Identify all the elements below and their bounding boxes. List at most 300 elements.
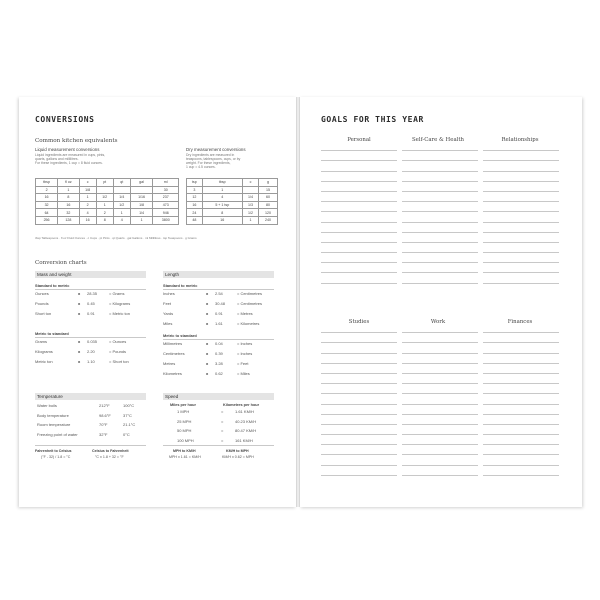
liquid-table-cell: 1/2	[96, 194, 113, 202]
liquid-table-cell: 8	[96, 216, 113, 224]
mass-sub-standard: Standard to metric	[35, 283, 70, 288]
factor: 28.35	[87, 291, 98, 296]
temperature-label: Room temperature	[37, 422, 71, 427]
equals-sign: =	[221, 437, 224, 443]
conversion-row	[163, 290, 274, 298]
goal-line[interactable]	[402, 192, 478, 202]
goal-line[interactable]	[483, 405, 559, 415]
liquid-table-header-cell: pt	[96, 179, 113, 187]
factor: 2.20	[87, 349, 95, 354]
goal-line[interactable]	[321, 466, 397, 476]
goal-line[interactable]	[321, 364, 397, 374]
goal-line[interactable]	[483, 435, 559, 445]
dry-heading: Dry measurement conversions	[186, 147, 246, 152]
speed-row	[163, 418, 274, 426]
goal-line[interactable]	[402, 151, 478, 161]
liquid-note-2: quarts, gallons and millilitres.	[35, 157, 79, 161]
celsius-value: 100°C	[123, 403, 135, 408]
temperature-label: Water boils	[37, 403, 57, 408]
conversion-row	[163, 360, 274, 368]
temperature-row	[35, 412, 146, 420]
goal-line[interactable]	[483, 455, 559, 465]
speed-row	[163, 427, 274, 435]
liquid-table-header-cell: ml	[153, 179, 179, 187]
unit-to: = Short ton	[109, 359, 129, 364]
goal-line[interactable]	[321, 212, 397, 222]
length-heading: Length	[163, 271, 274, 278]
goal-line[interactable]	[321, 161, 397, 171]
dry-note-3: weight. For these ingredients,	[186, 161, 231, 165]
goal-line[interactable]	[321, 182, 397, 192]
liquid-table-cell: 1/8	[130, 201, 153, 209]
goal-line[interactable]	[321, 333, 397, 343]
factor: 2.54	[215, 291, 223, 296]
conversion-row	[163, 310, 274, 318]
goal-line[interactable]	[321, 233, 397, 243]
goal-line[interactable]	[321, 151, 397, 161]
liquid-table-cell: 16	[58, 201, 80, 209]
goal-line[interactable]	[483, 273, 559, 283]
goal-lines-column	[321, 323, 397, 476]
goal-line[interactable]	[402, 273, 478, 283]
goal-line[interactable]	[402, 172, 478, 182]
goal-line[interactable]	[321, 425, 397, 435]
unit-from: Kilograms	[35, 349, 53, 354]
unit-to: = Feet	[237, 361, 249, 366]
goal-line[interactable]	[321, 192, 397, 202]
goal-line[interactable]	[483, 161, 559, 171]
length-sub-standard: Standard to metric	[163, 283, 198, 288]
liquid-table-cell: 30	[153, 186, 179, 194]
dry-table-cell: 120	[259, 209, 278, 217]
dry-note-1: Dry ingredients are measured in	[186, 153, 235, 157]
kmh-mph-label: KM/H to MPH	[226, 449, 249, 453]
unit-from: Grams	[35, 339, 47, 344]
temperature-row	[35, 431, 146, 439]
dry-table-cell: 5 + 1 tsp	[202, 201, 242, 209]
liquid-table-cell: 1	[79, 194, 96, 202]
unit-to: = Centimetres	[237, 291, 263, 296]
unit-from: Pounds	[35, 301, 49, 306]
dry-table-cell	[242, 186, 258, 194]
liquid-table-header-cell: qt	[113, 179, 130, 187]
goal-line[interactable]	[483, 263, 559, 273]
goal-line[interactable]	[483, 343, 559, 353]
goal-line[interactable]	[402, 343, 478, 353]
liquid-table-cell: 128	[58, 216, 80, 224]
celsius-value: 21.1°C	[123, 422, 136, 427]
goal-line[interactable]	[402, 233, 478, 243]
goal-line[interactable]	[402, 223, 478, 233]
liquid-table-cell: 237	[153, 194, 179, 202]
goal-line[interactable]	[402, 415, 478, 425]
liquid-table-cell: 1/8	[79, 186, 96, 194]
goal-line[interactable]	[483, 182, 559, 192]
operator: x	[206, 301, 209, 306]
liquid-table-cell: 1/4	[130, 209, 153, 217]
goal-line[interactable]	[402, 445, 478, 455]
goal-line[interactable]	[402, 323, 478, 333]
dry-table-row	[187, 201, 278, 209]
kmh-value: 1.61 KM/H	[235, 409, 254, 414]
dry-table-cell: 1/3	[242, 201, 258, 209]
mph-kmh-label: MPH to KM/H	[173, 449, 196, 453]
liquid-heading: Liquid measurement conversions	[35, 147, 100, 152]
goal-line[interactable]	[321, 323, 397, 333]
dry-table-cell: 1/2	[242, 209, 258, 217]
dry-table-header-row	[187, 179, 278, 187]
factor: 0.39	[215, 351, 223, 356]
liquid-table-header-cell: c	[79, 179, 96, 187]
conversion-row	[35, 338, 146, 346]
operator: x	[78, 291, 81, 296]
goal-line[interactable]	[402, 354, 478, 364]
goal-line[interactable]	[402, 212, 478, 222]
liquid-table-cell: 1	[58, 186, 80, 194]
conversion-row	[163, 340, 274, 348]
speed-row	[163, 408, 274, 416]
liquid-table-cell: 1	[96, 201, 113, 209]
goal-line[interactable]	[483, 233, 559, 243]
factor: 1.10	[87, 359, 95, 364]
fahrenheit-value: 98.6°F	[99, 412, 111, 418]
divider	[163, 445, 274, 446]
liquid-table-cell: 473	[153, 201, 179, 209]
goal-line[interactable]	[402, 141, 478, 151]
goal-line[interactable]	[402, 263, 478, 273]
equals-sign: =	[221, 418, 224, 424]
goal-line[interactable]	[483, 415, 559, 425]
operator: x	[206, 351, 209, 356]
goal-line[interactable]	[483, 466, 559, 476]
goal-line[interactable]	[402, 243, 478, 253]
goal-line[interactable]	[402, 374, 478, 384]
dry-table-header-cell: c	[242, 179, 258, 187]
liquid-table-cell: 2	[79, 201, 96, 209]
speed-heading: Speed	[163, 393, 274, 400]
operator: x	[206, 291, 209, 296]
unit-from: Ounces	[35, 291, 49, 296]
operator: x	[206, 371, 209, 376]
liquid-table-row	[36, 209, 179, 217]
operator: x	[78, 301, 81, 306]
factor: 0.035	[87, 339, 98, 344]
goal-line[interactable]	[483, 172, 559, 182]
goal-line[interactable]	[483, 323, 559, 333]
liquid-table-cell: 16	[79, 216, 96, 224]
mph-value: 25 MPH	[177, 418, 192, 424]
kmh-mph-formula: KM/H x 0.62 = MPH	[222, 455, 254, 459]
dry-table-cell: 15	[259, 186, 278, 194]
fahrenheit-value: 70°F	[99, 422, 108, 427]
goal-line[interactable]	[402, 364, 478, 374]
mph-kmh-formula: MPH x 1.61 = KM/H	[169, 455, 201, 459]
operator: x	[206, 311, 209, 316]
unit-from: Short ton	[35, 311, 52, 316]
kitchen-heading: Common kitchen equivalents	[35, 138, 118, 144]
goal-line[interactable]	[402, 202, 478, 212]
temperature-row	[35, 402, 146, 410]
mass-sub-metric: Metric to standard	[35, 331, 69, 336]
operator: x	[78, 311, 81, 316]
liquid-table-cell: 4	[79, 209, 96, 217]
liquid-table-cell: 256	[36, 216, 58, 224]
liquid-table-row	[36, 186, 179, 194]
liquid-table-cell: 32	[36, 201, 58, 209]
goal-lines-column	[402, 141, 478, 284]
goal-line[interactable]	[321, 202, 397, 212]
goal-line[interactable]	[483, 223, 559, 233]
c2f-label: Celsius to Fahrenheit	[92, 449, 129, 453]
unit-from: Metres	[163, 361, 176, 366]
goal-line[interactable]	[321, 243, 397, 253]
liquid-table	[35, 178, 179, 225]
operator: x	[206, 321, 209, 326]
kmh-value: 80.47 KM/H	[235, 428, 257, 433]
goal-line[interactable]	[483, 384, 559, 394]
dry-table-cell: 24	[187, 209, 203, 217]
liquid-table-cell: 64	[36, 209, 58, 217]
dry-table-cell: 16	[187, 201, 203, 209]
conversion-row	[163, 350, 274, 358]
dry-table-row	[187, 194, 278, 202]
goal-line[interactable]	[321, 223, 397, 233]
factor: 0.45	[87, 301, 95, 306]
goal-column-relationships: Relationships	[501, 137, 539, 143]
speed-col-mph: Miles per hour	[170, 403, 196, 407]
goal-line[interactable]	[483, 253, 559, 263]
goal-line[interactable]	[402, 394, 478, 404]
kmh-value: 40.23 KM/H	[235, 418, 257, 424]
goal-line[interactable]	[321, 343, 397, 353]
unit-to: = Centimetres	[237, 301, 263, 306]
goal-line[interactable]	[321, 263, 397, 273]
goal-line[interactable]	[402, 161, 478, 171]
goal-lines-column	[321, 141, 397, 284]
goal-line[interactable]	[483, 425, 559, 435]
dry-table-cell: 240	[259, 216, 278, 224]
goal-line[interactable]	[483, 202, 559, 212]
dry-table-row	[187, 186, 278, 194]
unit-to: = Miles	[237, 371, 250, 376]
f2c-label: Fahrenheit to Celsius	[35, 449, 72, 453]
unit-from: Inches	[163, 291, 175, 296]
factor: 0.62	[215, 371, 223, 376]
liquid-table-cell	[130, 186, 153, 194]
mph-value: 100 MPH	[177, 437, 194, 443]
operator: x	[78, 359, 81, 364]
page-title: GOALS FOR THIS YEAR	[321, 115, 424, 124]
dry-table-cell: 4	[202, 194, 242, 202]
dry-table-cell: 8	[202, 209, 242, 217]
liquid-table-cell: 32	[58, 209, 80, 217]
goal-line[interactable]	[402, 384, 478, 394]
speed-col-kmh: Kilometres per hour	[223, 403, 260, 407]
liquid-table-cell: 946	[153, 209, 179, 217]
goal-line[interactable]	[402, 182, 478, 192]
charts-heading: Conversion charts	[35, 260, 87, 266]
mph-value: 1 MPH	[177, 409, 190, 414]
conversion-row	[163, 300, 274, 308]
conversion-row	[35, 348, 146, 356]
liquid-table-cell: 2	[36, 186, 58, 194]
dry-note-2: teaspoons, tablespoons, cups, or by	[186, 157, 241, 161]
c2f-formula: °C x 1.8 + 32 = °F	[95, 455, 124, 459]
divider	[35, 445, 146, 446]
goal-line[interactable]	[402, 333, 478, 343]
liquid-table-cell: 1/16	[130, 194, 153, 202]
conversion-row	[163, 320, 274, 328]
equals-sign: =	[221, 428, 224, 433]
goal-line[interactable]	[321, 445, 397, 455]
liquid-table-cell: 16	[36, 194, 58, 202]
liquid-table-cell: 1/2	[113, 201, 130, 209]
dry-table-cell: 60	[259, 194, 278, 202]
goal-line[interactable]	[321, 374, 397, 384]
goal-line[interactable]	[321, 415, 397, 425]
conversion-row	[35, 310, 146, 318]
goal-line[interactable]	[483, 141, 559, 151]
goals-page	[300, 97, 582, 507]
conversions-page	[19, 97, 296, 507]
kmh-value: 161 KM/H	[235, 437, 253, 443]
goal-line[interactable]	[321, 354, 397, 364]
goal-line[interactable]	[483, 333, 559, 343]
liquid-table-cell: 3800	[153, 216, 179, 224]
liquid-table-cell: 2	[96, 209, 113, 217]
goal-lines-column	[483, 323, 559, 476]
factor: 3.28	[215, 361, 223, 366]
unit-to: = Kilograms	[109, 301, 131, 306]
goal-lines-column	[402, 323, 478, 476]
unit-to: = Inches	[237, 341, 253, 346]
factor: 30.48	[215, 301, 226, 306]
mass-heading: Mass and weight	[35, 271, 146, 278]
goal-line[interactable]	[402, 253, 478, 263]
goal-line[interactable]	[321, 435, 397, 445]
unit-to: = Metres	[237, 311, 253, 316]
unit-from: Millimetres	[163, 341, 183, 346]
unit-to: = Grams	[109, 291, 125, 296]
unit-from: Kilometres	[163, 371, 182, 376]
goal-line[interactable]	[483, 151, 559, 161]
temperature-label: Freezing point of water	[37, 431, 78, 437]
dry-table-row	[187, 209, 278, 217]
goal-column-studies: Studies	[348, 319, 370, 325]
liquid-note-1: Liquid ingredients are measured in cups, pints,	[35, 153, 106, 157]
liquid-table-cell: 1/4	[113, 194, 130, 202]
dry-table-cell: 16	[202, 216, 242, 224]
conversion-row	[35, 300, 146, 308]
goal-line[interactable]	[483, 374, 559, 384]
fahrenheit-value: 212°F	[99, 403, 110, 408]
factor: 0.04	[215, 341, 223, 346]
goal-line[interactable]	[483, 192, 559, 202]
liquid-table-cell	[113, 186, 130, 194]
f2c-formula: (°F - 32) / 1.8 = °C	[41, 455, 71, 459]
goal-line[interactable]	[483, 212, 559, 222]
dry-note-4: 1 cup = 4.5 ounces.	[186, 165, 216, 169]
goal-line[interactable]	[483, 394, 559, 404]
goal-line[interactable]	[321, 394, 397, 404]
unit-to: = Ounces	[109, 339, 127, 344]
unit-to: = Metric ton	[109, 311, 131, 316]
goal-line[interactable]	[402, 405, 478, 415]
goal-column-finances: Finances	[507, 319, 533, 325]
goal-line[interactable]	[483, 354, 559, 364]
goal-line[interactable]	[321, 384, 397, 394]
liquid-table-header-cell: tbsp	[36, 179, 58, 187]
liquid-note-3: For these ingredients, 1 cup = 8 fluid ounces.	[35, 161, 103, 165]
dry-table-header-cell: tbsp	[202, 179, 242, 187]
goal-column-personal: Personal	[347, 137, 371, 143]
unit-from: Centimetres	[163, 351, 185, 356]
goal-line[interactable]	[402, 466, 478, 476]
goal-line[interactable]	[483, 364, 559, 374]
abbreviation-legend: tbsp Tablespoons · fl oz Fluid Ounces · c Cups · pt Pints · qt Quarts · gal Gallons · ml Millilitres · tsp Teaspoons · g Grams	[35, 236, 197, 240]
speed-row	[163, 437, 274, 445]
unit-from: Metric ton	[35, 359, 53, 364]
temperature-heading: Temperature	[35, 393, 146, 400]
goal-line[interactable]	[321, 455, 397, 465]
goal-line[interactable]	[483, 243, 559, 253]
dry-table-header-cell: tsp	[187, 179, 203, 187]
goal-line[interactable]	[483, 445, 559, 455]
mph-value: 50 MPH	[177, 428, 192, 433]
dry-table-cell: 48	[187, 216, 203, 224]
dry-table-row	[187, 216, 278, 224]
unit-from: Feet	[163, 301, 172, 306]
dry-table-cell: 1/4	[242, 194, 258, 202]
conversion-row	[35, 358, 146, 366]
unit-to: = Kilometres	[237, 321, 260, 326]
conversion-row	[35, 290, 146, 298]
unit-to: = Pounds	[109, 349, 127, 354]
goal-line[interactable]	[402, 425, 478, 435]
length-sub-metric: Metric to standard	[163, 333, 197, 338]
goal-lines-column	[483, 141, 559, 284]
unit-to: = Inches	[237, 351, 253, 356]
operator: x	[78, 349, 81, 354]
liquid-table-row	[36, 201, 179, 209]
goal-line[interactable]	[321, 405, 397, 415]
operator: x	[206, 361, 209, 366]
goal-line[interactable]	[402, 455, 478, 465]
goal-column-work: Work	[430, 319, 446, 325]
goal-line[interactable]	[402, 435, 478, 445]
fahrenheit-value: 32°F	[99, 431, 108, 437]
liquid-table-cell	[96, 186, 113, 194]
dry-table	[186, 178, 278, 225]
goal-line[interactable]	[321, 141, 397, 151]
goal-line[interactable]	[321, 172, 397, 182]
liquid-table-row	[36, 194, 179, 202]
dry-table-cell: 1	[202, 186, 242, 194]
factor: 0.91	[87, 311, 95, 316]
page-title: CONVERSIONS	[35, 115, 95, 124]
goal-line[interactable]	[321, 253, 397, 263]
operator: x	[206, 341, 209, 346]
goal-line[interactable]	[321, 273, 397, 283]
dry-table-cell: 3	[187, 186, 203, 194]
liquid-table-cell: 8	[58, 194, 80, 202]
operator: x	[78, 339, 81, 344]
equals-sign: =	[221, 409, 224, 414]
liquid-table-header-row	[36, 179, 179, 187]
factor: 0.91	[215, 311, 223, 316]
unit-from: Yards	[163, 311, 174, 316]
temperature-row	[35, 421, 146, 429]
